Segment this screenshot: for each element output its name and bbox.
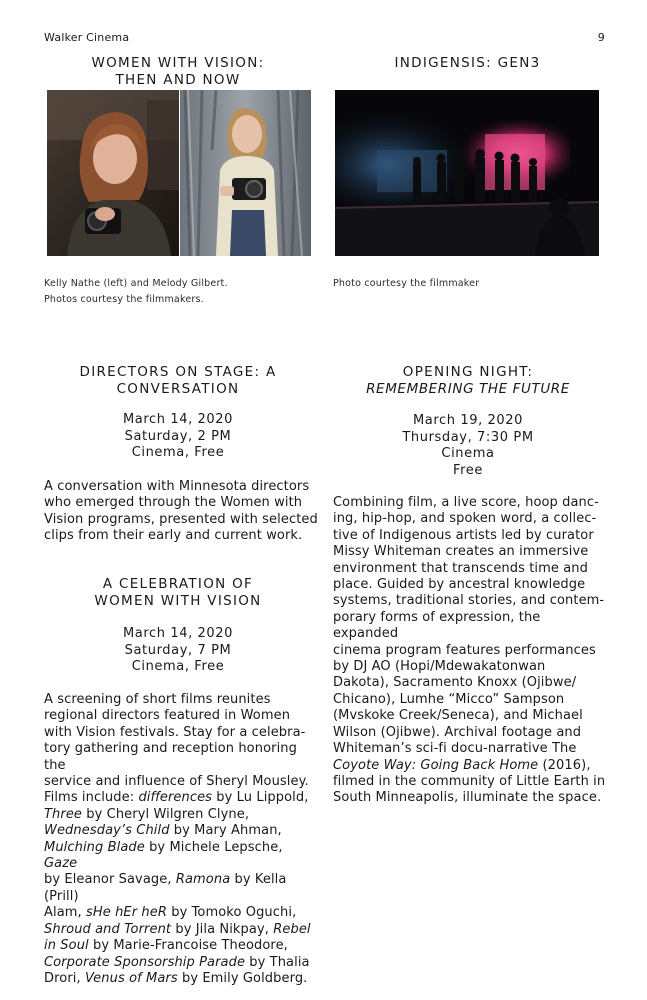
- film-title: Coyote Way: Going Back Home: [333, 757, 539, 773]
- directors-description: A conversation with Minnesota directors who emerged through the Women with Vision programs, presented with selected clips from their early and current work.: [44, 479, 318, 544]
- celebration-title: A CELEBRATION OF WOMEN WITH VISION: [94, 576, 262, 609]
- opening-event-info: [335, 413, 601, 479]
- film-title: Three: [44, 806, 83, 822]
- film-title: Wednesday’s Child: [44, 823, 170, 839]
- event-date: March 19, 2020: [412, 413, 524, 428]
- event-venue: Cinema, Free: [131, 445, 225, 460]
- event-date: March 14, 2020: [122, 626, 234, 641]
- event-venue: Cinema, Free: [131, 659, 225, 674]
- indigensis-title: INDIGENSIS: GEN3: [394, 55, 541, 71]
- photo-indigensis-performance: [335, 90, 599, 256]
- film-title: Gaze: [44, 856, 78, 872]
- film-title: Venus of Mars: [84, 970, 178, 986]
- photo-caption-right: Photo courtesy the filmmaker: [333, 278, 480, 289]
- event-price: Free: [453, 462, 483, 478]
- film-title: in Soul: [44, 938, 89, 954]
- film-title: sHe hEr heR: [86, 905, 167, 921]
- event-venue: Cinema: [441, 446, 495, 461]
- photo-caption-left: Kelly Nathe (left) and Melody Gilbert. Photos courtesy the filmmakers.: [44, 278, 228, 305]
- film-title: differences: [138, 790, 213, 806]
- page-number: 9: [597, 31, 605, 44]
- celebration-event-info: [44, 626, 312, 676]
- event-date: March 14, 2020: [122, 412, 234, 427]
- film-title: Rebel: [273, 921, 311, 937]
- event-time: Saturday, 7 PM: [124, 642, 232, 658]
- event-time: Saturday, 2 PM: [124, 428, 232, 444]
- film-title: Ramona: [175, 872, 231, 888]
- opening-description: Combining film, a live score, hoop danc- ing, hip-hop, and spoken word, a collec- tive of Indigenous artists led by curator Missy Whiteman creates an immersive environment that transcends time and place. Guided by ancestral knowledge systems, traditional stories, and contem- porary forms of expression, the expanded cinema program features performances by DJ AO (Hopi/Mdewakatonwan Dakota), Sacramento Knoxx (Ojibwe/ Chicano), Lumhe “Micco” Sampson (Mvskoke Creek/Seneca), and Michael Wilson (Ojibwe). Archival footage and Whiteman’s sci-fi docu-narrative The Coyote Way: Going Back Home (2016), filmed in the community of Little Earth in South Minneapolis, illuminate the space.: [333, 495, 606, 806]
- event-time: Thursday, 7:30 PM: [402, 429, 534, 445]
- running-header: Walker Cinema: [44, 31, 130, 44]
- celebration-description: A screening of short films reunites regional directors featured in Women with Vision festivals. Stay for a celebra- tory gathering and reception honoring the service and influence of Sheryl Mousley. Films include: differences by Lu Lippold, Three by Cheryl Wilgren Clyne, Wednesday’s Child by Mary Ahman, Mulching Blade by Michele Lepsche, Gaze by Eleanor Savage, Ramona by Kella (Prill) Alam, sHe hEr heR by Tomoko Oguchi, Shroud and Torrent by Jila Nikpay, Rebel in Soul by Marie-Francoise Theodore, Corporate Sponsorship Parade by Thalia Drori, Venus of Mars by Emily Goldberg.: [44, 692, 311, 986]
- photo-kelly-nathe: [47, 90, 179, 256]
- directors-event-info: [44, 412, 312, 462]
- women-with-vision-title: WOMEN WITH VISION: THEN AND NOW: [91, 55, 265, 88]
- film-title: Corporate Sponsorship Parade: [44, 954, 246, 970]
- film-title: Shroud and Torrent: [44, 921, 172, 937]
- film-title: Mulching Blade: [44, 839, 145, 855]
- photo-melody-gilbert: [180, 90, 311, 256]
- directors-on-stage-title: DIRECTORS ON STAGE: A CONVERSATION: [79, 364, 277, 397]
- opening-night-title: OPENING NIGHT: REMEMBERING THE FUTURE: [366, 364, 570, 397]
